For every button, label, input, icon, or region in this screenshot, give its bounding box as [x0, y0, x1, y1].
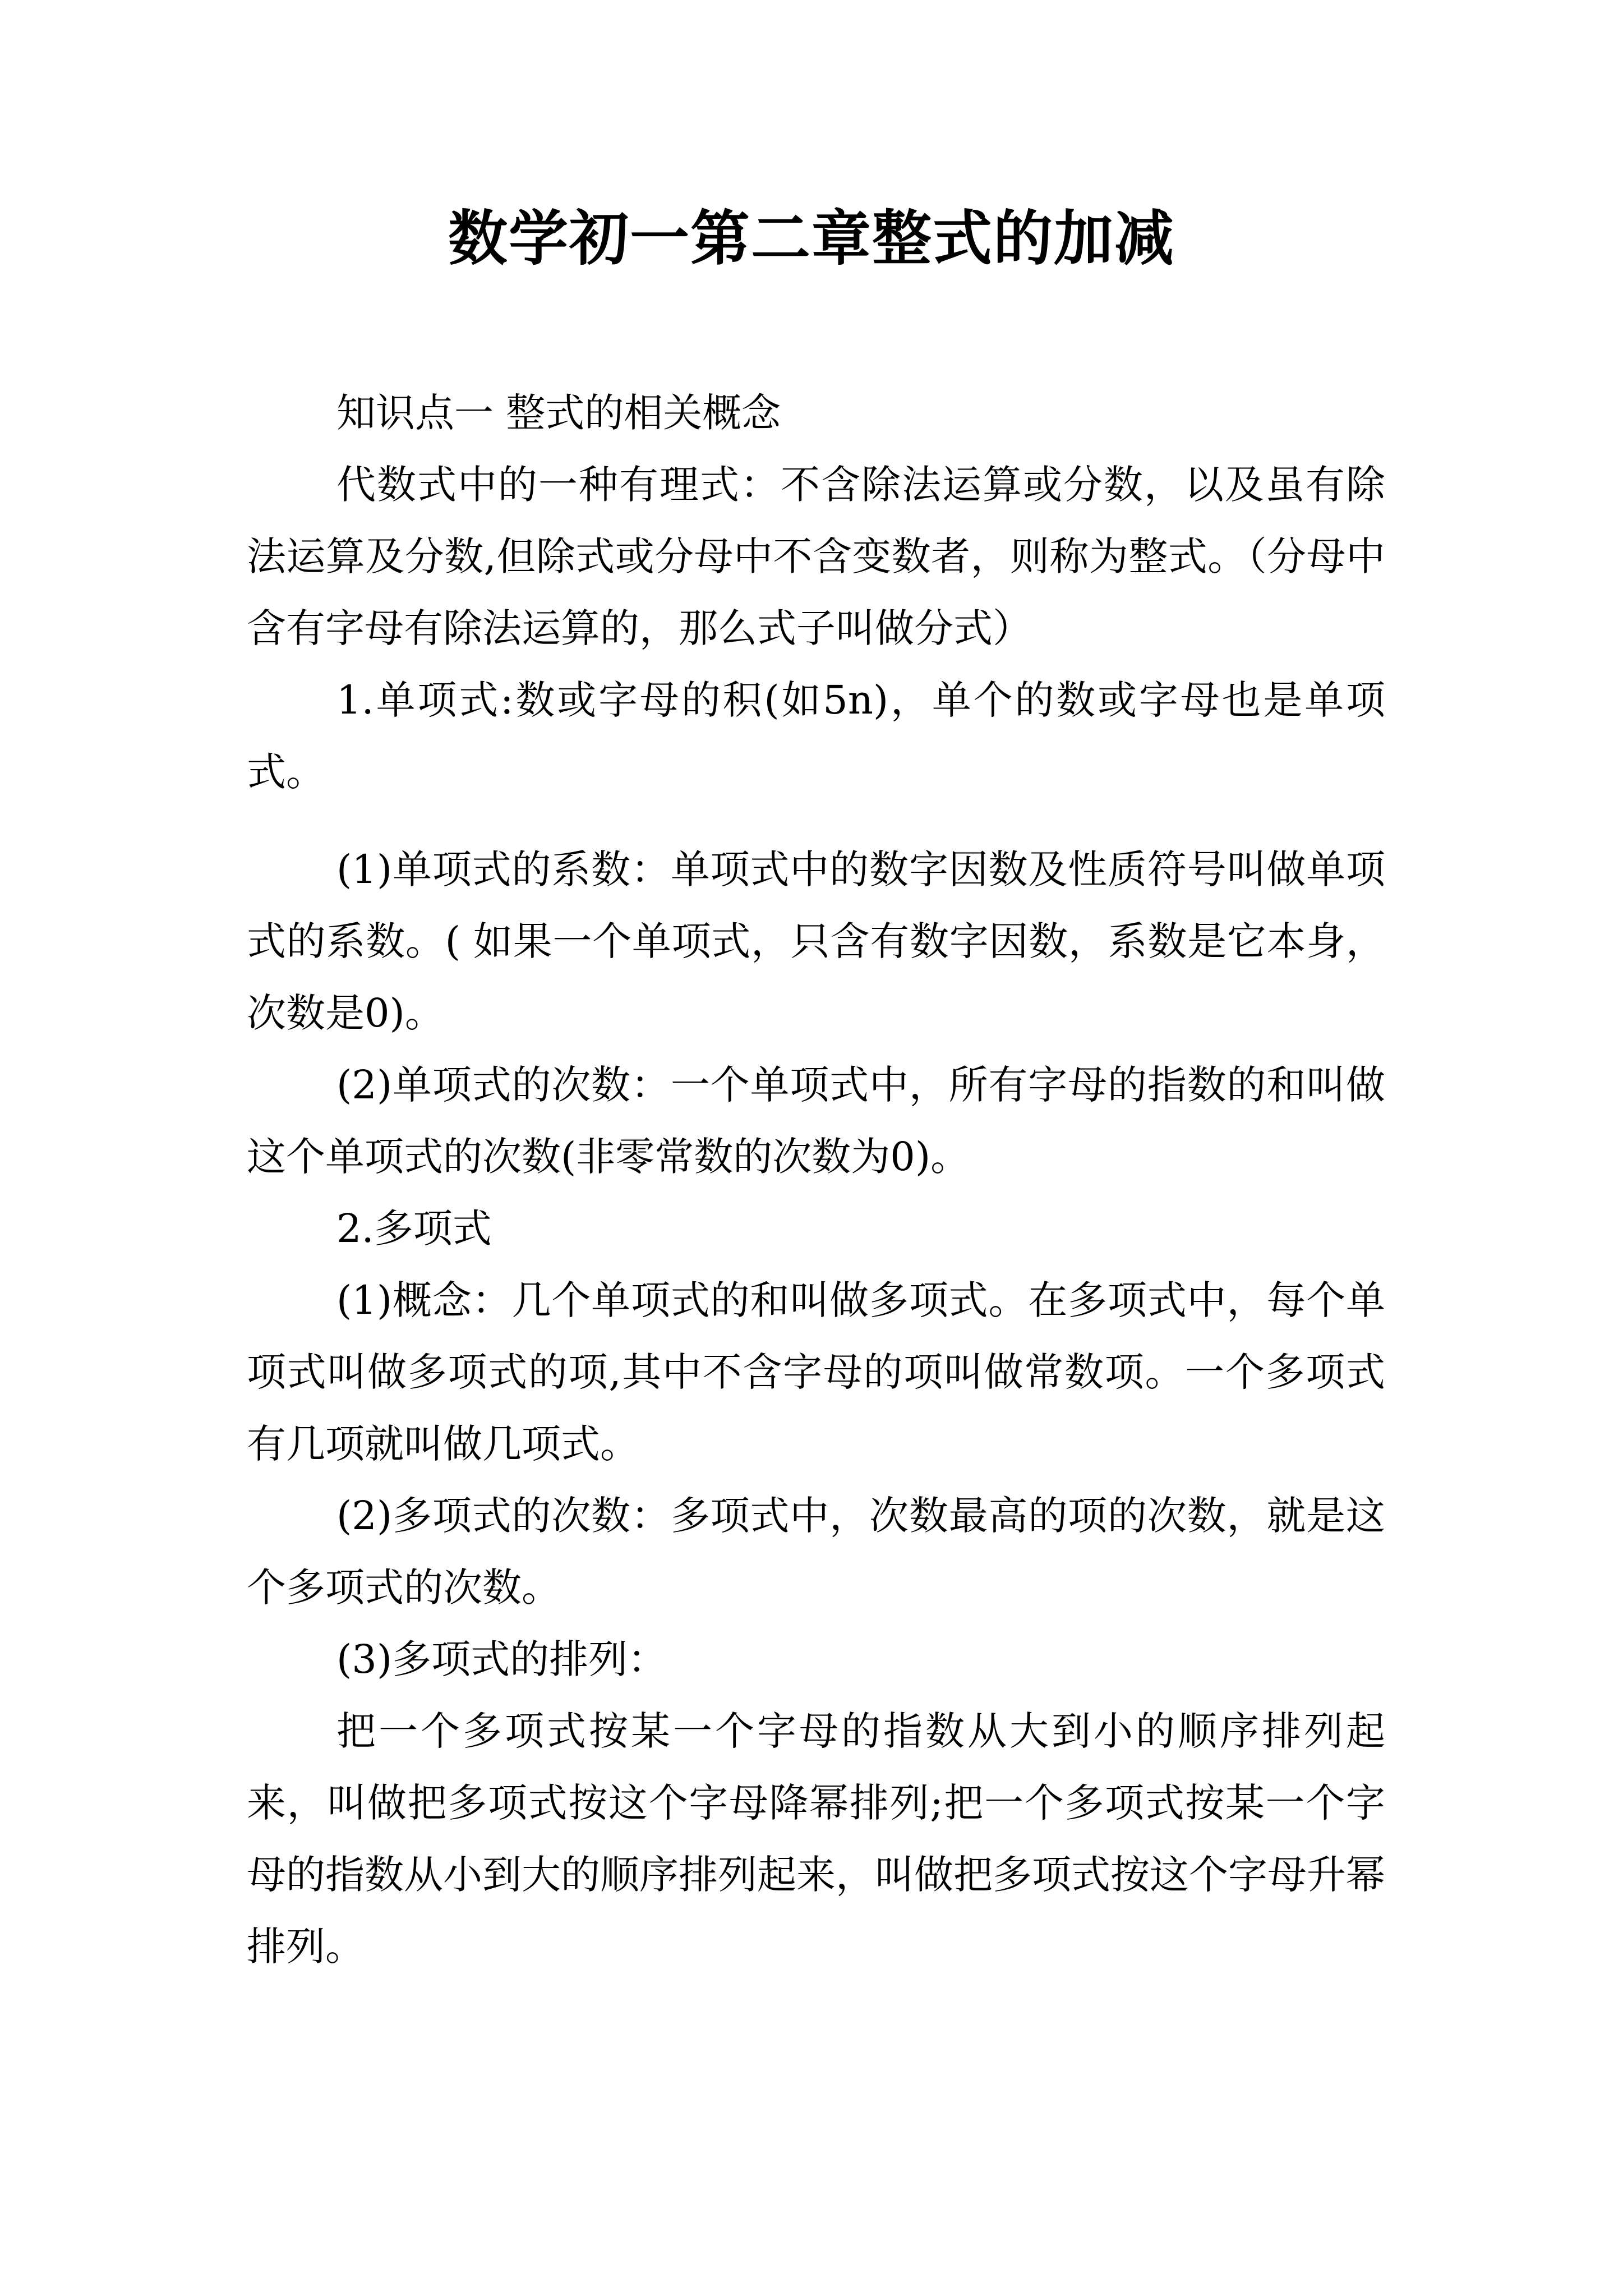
section-heading: 知识点一 整式的相关概念: [336, 390, 781, 436]
paragraph: (2)多项式的次数：多项式中，次数最高的项的次数，就是这个多项式的次数。: [247, 1493, 1385, 1611]
paragraph: 1.单项式:数或字母的积(如5n)，单个的数或字母也是单项式。: [247, 677, 1385, 795]
document-body: [247, 377, 1385, 1982]
paragraph: (2)单项式的次数：一个单项式中，所有字母的指数的和叫做这个单项式的次数(非零常数的次数为0)。: [247, 1062, 1385, 1180]
paragraph: 把一个多项式按某一个字母的指数从大到小的顺序排列起来，叫做把多项式按这个字母降幂排列;把一个多项式按某一个字母的指数从小到大的顺序排列起来，叫做把多项式按这个字母升幂排列。: [247, 1708, 1385, 1970]
paragraph: (1)概念：几个单项式的和叫做多项式。在多项式中，每个单项式叫做多项式的项,其中不含字母的项叫做常数项。一个多项式有几项就叫做几项式。: [247, 1277, 1385, 1467]
paragraph: (1)单项式的系数：单项式中的数字因数及性质符号叫做单项式的系数。( 如果一个单项式，只含有数字因数，系数是它本身，次数是0)。: [247, 846, 1385, 1036]
document-title: 数学初一第二章整式的加减: [448, 203, 1175, 273]
paragraph: 2.多项式: [336, 1205, 492, 1251]
paragraph: 代数式中的一种有理式：不含除法运算或分数，以及虽有除法运算及分数,但除式或分母中不含变数者，则称为整式。（分母中含有字母有除法运算的，那么式子叫做分式）: [247, 462, 1385, 651]
paragraph: (3)多项式的排列：: [336, 1636, 667, 1682]
